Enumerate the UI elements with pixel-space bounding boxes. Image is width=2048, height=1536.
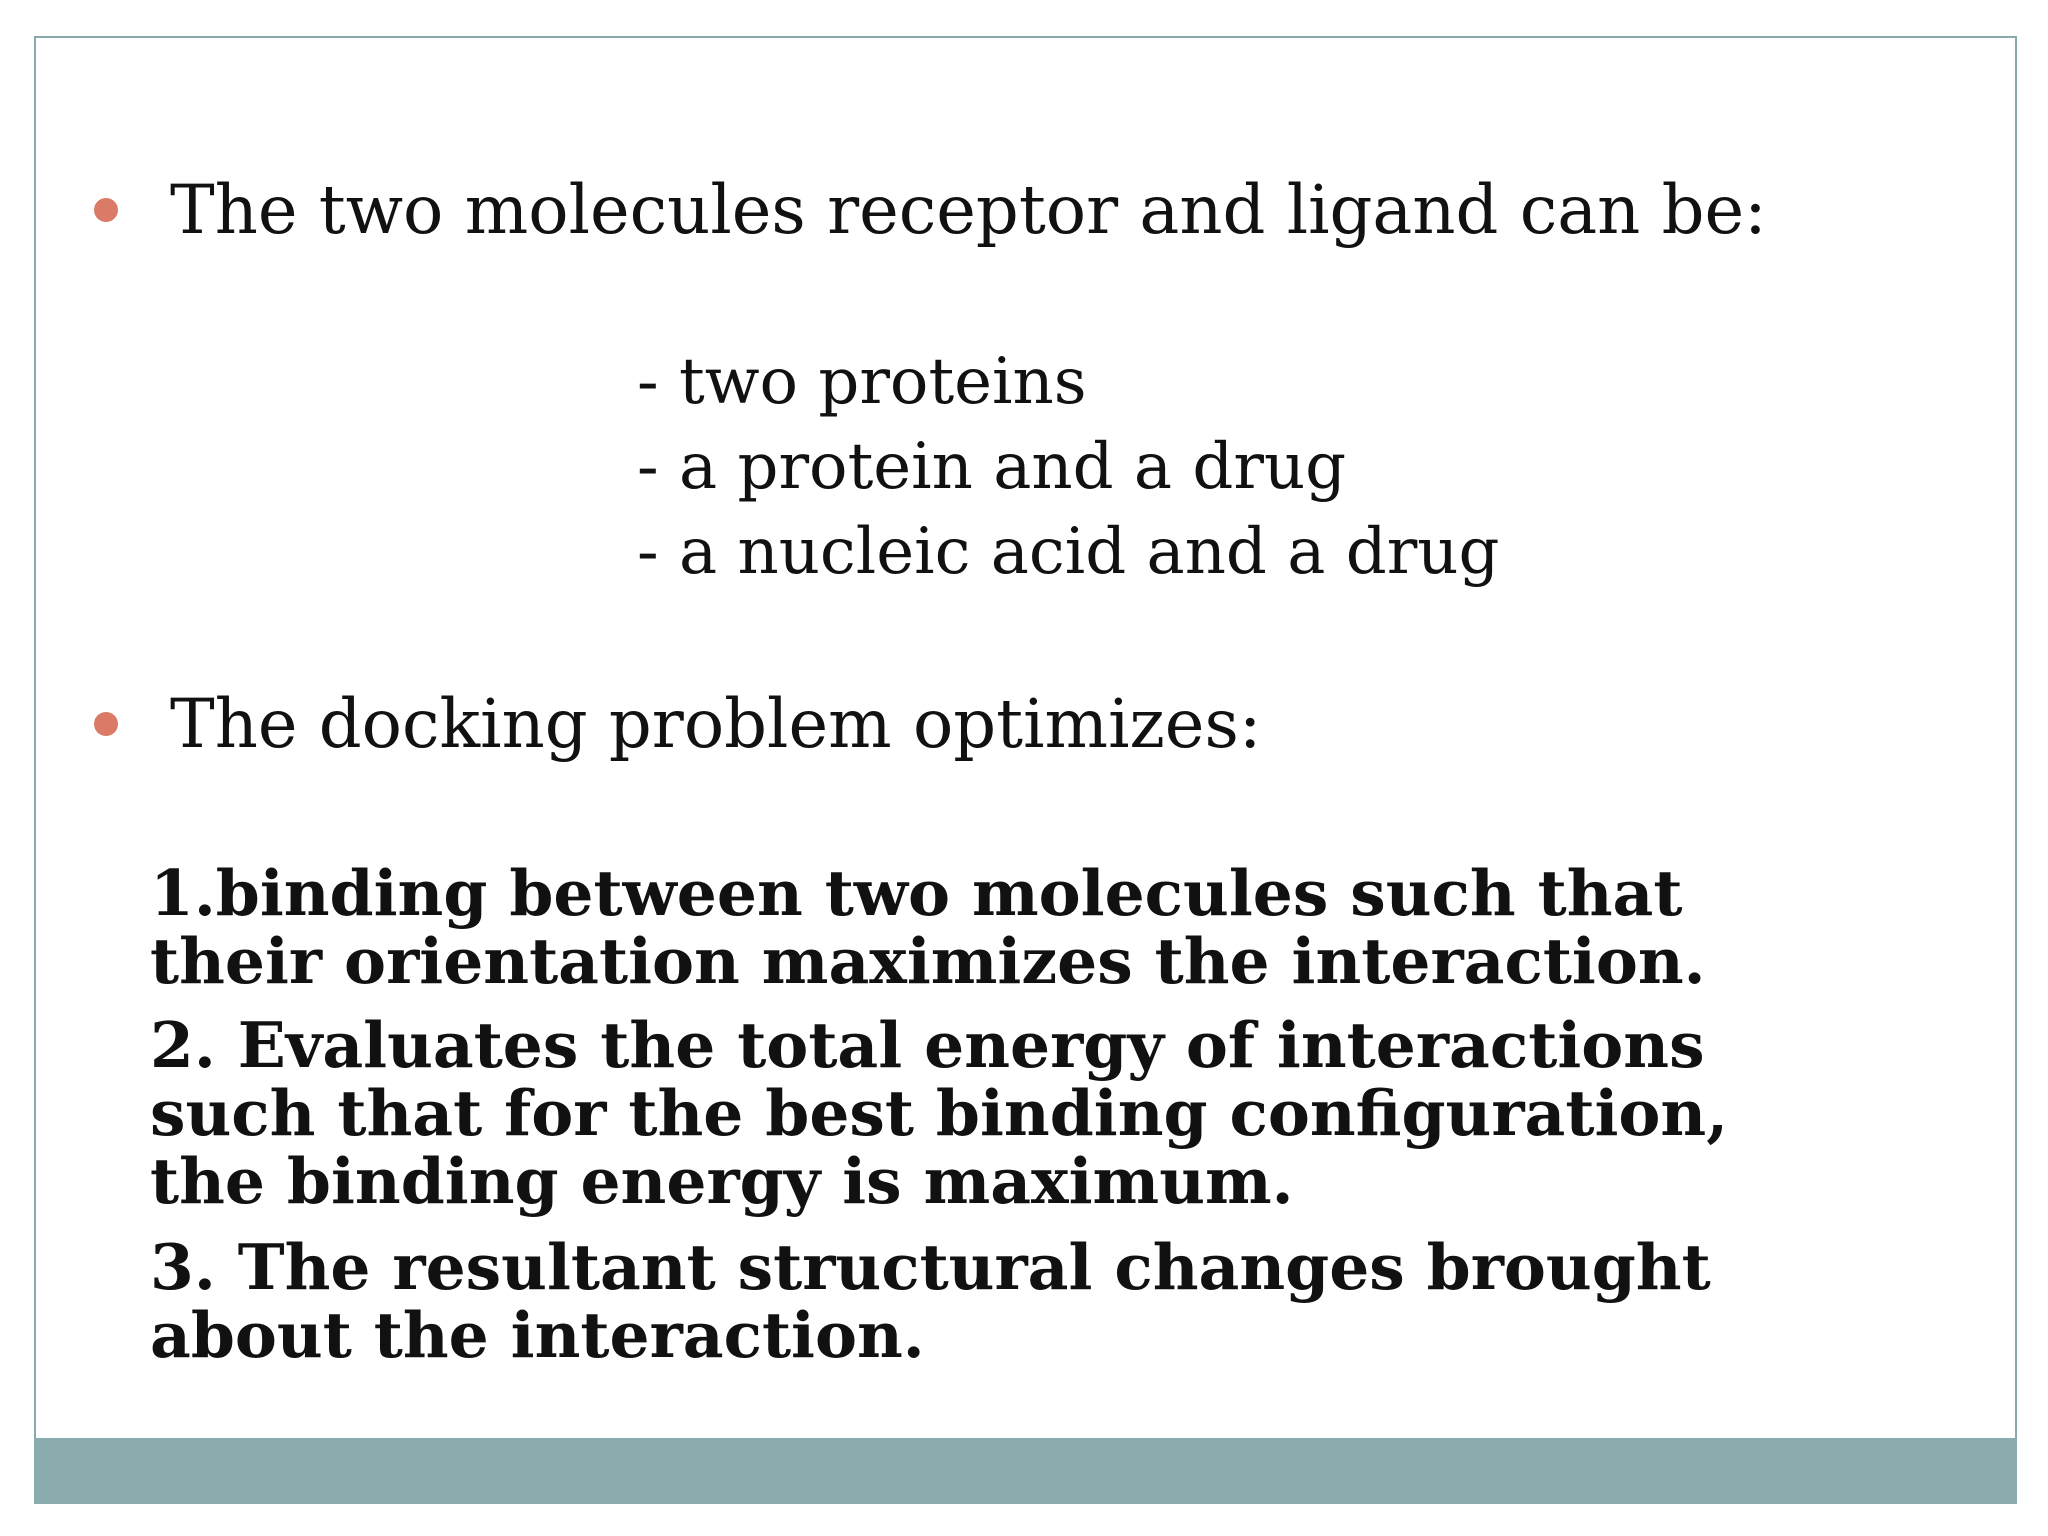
bullet-icon	[94, 198, 118, 222]
list-item: - a protein and a drug	[637, 430, 1347, 504]
numbered-line: 1.binding between two molecules such that	[150, 856, 1683, 930]
bullet-text: The docking problem optimizes:	[170, 685, 1262, 763]
bullet-text: The two molecules receptor and ligand can be:	[170, 171, 1767, 249]
list-item: - a nucleic acid and a drug	[637, 515, 1500, 589]
numbered-line: about the interaction.	[150, 1298, 925, 1372]
numbered-line: such that for the best binding configuration,	[150, 1076, 1729, 1150]
footer-bar	[34, 1438, 2017, 1504]
numbered-line: 2. Evaluates the total energy of interactions	[150, 1008, 1705, 1082]
list-item: - two proteins	[637, 345, 1087, 419]
numbered-line: their orientation maximizes the interaction.	[150, 924, 1706, 998]
numbered-line: 3. The resultant structural changes brought	[150, 1230, 1711, 1304]
bullet-icon	[94, 712, 118, 736]
numbered-line: the binding energy is maximum.	[150, 1144, 1294, 1218]
